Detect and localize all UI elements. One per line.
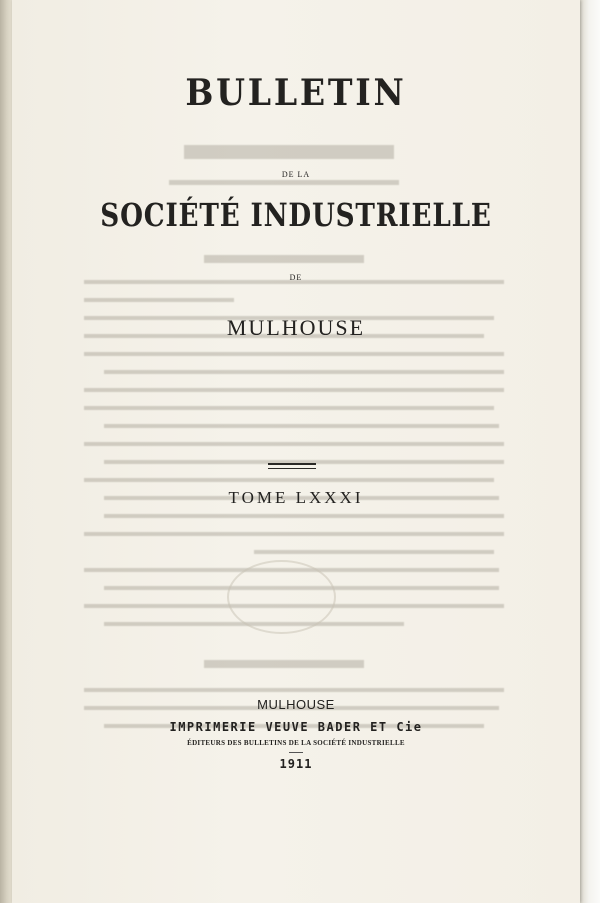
title-page (12, 0, 580, 903)
decorative-rule (268, 463, 316, 465)
editors-line: ÉDITEURS DES BULLETINS DE LA SOCIÉTÉ INDUSTRIELLE (187, 739, 405, 747)
connector-de: DE (289, 273, 303, 282)
main-title: BULLETIN (185, 72, 407, 114)
city-name: MULHOUSE (226, 315, 366, 340)
connector-de-la: DE LA (281, 170, 311, 179)
volume-number: TOME LXXXI (228, 488, 364, 507)
bleed-through-texture (74, 140, 514, 780)
faded-stamp (227, 560, 336, 634)
book-spine-edge (0, 0, 12, 903)
small-divider (289, 752, 303, 753)
printer-name: IMPRIMERIE VEUVE BADER ET Cie (169, 720, 423, 734)
decorative-rule-thin (268, 468, 316, 469)
society-name: SOCIÉTÉ INDUSTRIELLE (100, 196, 492, 234)
right-margin-strip (580, 0, 600, 903)
publication-year: 1911 (279, 757, 313, 771)
publication-place: MULHOUSE (257, 697, 335, 712)
